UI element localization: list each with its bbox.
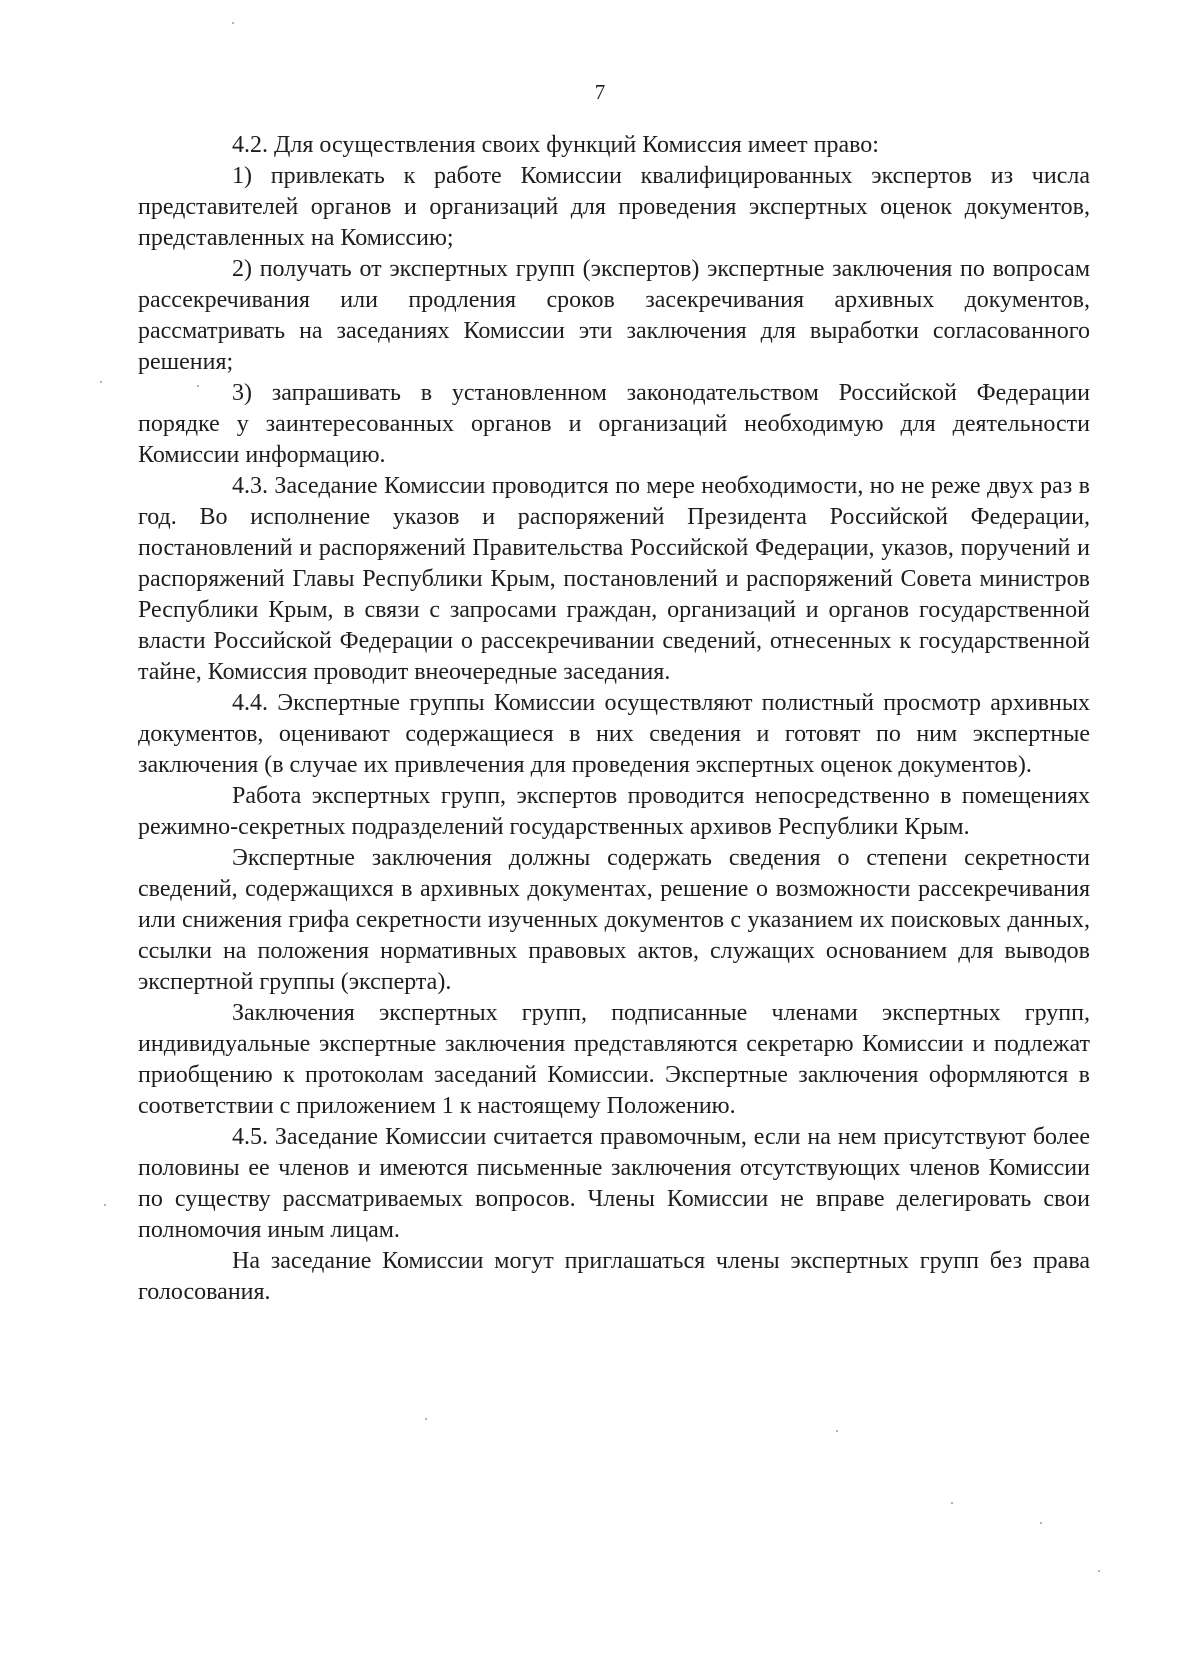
- paragraph-expert-work: Работа экспертных групп, экспертов проводится непосредственно в помещениях режимно-секретных подразделений государственных архивов Республики Крым.: [138, 783, 1090, 840]
- paragraph-4-5: 4.5. Заседание Комиссии считается правомочным, если на нем присутствуют более половины ее членов и имеются письменные заключения отсутствующих членов Комиссии по существу рассматриваемых вопросов. Члены Комиссии не вправе делегировать свои полномочия иным лицам.: [138, 1124, 1090, 1243]
- scan-speck: [100, 381, 102, 383]
- paragraph-4-2: 4.2. Для осуществления своих функций Комиссия имеет право:: [232, 132, 879, 158]
- scan-speck: [836, 1430, 838, 1432]
- scan-speck: [951, 1502, 953, 1504]
- paragraph-4-2-item-3: 3) запрашивать в установленном законодательством Российской Федерации порядке у заинтересованных органов и организаций необходимую для деятельности Комиссии информацию.: [138, 380, 1090, 468]
- paragraph-4-4: 4.4. Экспертные группы Комиссии осуществляют полистный просмотр архивных документов, оценивают содержащиеся в них сведения и готовят по ним экспертные заключения (в случае их привлечения для проведения экспертных оценок документов).: [138, 690, 1090, 778]
- scan-speck: [104, 1204, 106, 1206]
- document-body: [138, 130, 1090, 1308]
- paragraph-conclusions-submission: Заключения экспертных групп, подписанные членами экспертных групп, индивидуальные экспертные заключения представляются секретарю Комиссии и подлежат приобщению к протоколам заседаний Комиссии. Экспертные заключения оформляются в соответствии с приложением 1 к настоящему Положению.: [138, 1000, 1090, 1119]
- paragraph-4-2-item-1: 1) привлекать к работе Комиссии квалифицированных экспертов из числа представителей органов и организаций для проведения экспертных оценок документов, представленных на Комиссию;: [138, 163, 1090, 251]
- paragraph-expert-conclusions: Экспертные заключения должны содержать сведения о степени секретности сведений, содержащихся в архивных документах, решение о возможности рассекречивания или снижения грифа секретности изученных документов с указанием их поисковых данных, ссылки на положения нормативных правовых актов, служащих основанием для выводов экспертной группы (эксперта).: [138, 845, 1090, 995]
- scan-speck: [1040, 1522, 1042, 1524]
- scan-speck: [197, 385, 199, 387]
- paragraph-4-2-item-2: 2) получать от экспертных групп (экспертов) экспертные заключения по вопросам рассекречивания или продления сроков засекречивания архивных документов, рассматривать на заседаниях Комиссии эти заключения для выработки согласованного решения;: [138, 256, 1090, 375]
- paragraph-invitation: На заседание Комиссии могут приглашаться члены экспертных групп без права голосования.: [138, 1248, 1090, 1305]
- scan-speck: [1098, 1570, 1100, 1572]
- paragraph-4-3: 4.3. Заседание Комиссии проводится по мере необходимости, но не реже двух раз в год. Во исполнение указов и распоряжений Президента Российской Федерации, постановлений и распоряжений Правительства Российской Федерации, указов, поручений и распоряжений Главы Республики Крым, постановлений и распоряжений Совета министров Республики Крым, в связи с запросами граждан, организаций и органов государственной власти Российской Федерации о рассекречивании сведений, отнесенных к государственной тайне, Комиссия проводит внеочередные заседания.: [138, 473, 1090, 685]
- page-number: 7: [594, 80, 606, 104]
- scan-speck: [232, 22, 234, 24]
- scan-speck: [425, 1418, 427, 1420]
